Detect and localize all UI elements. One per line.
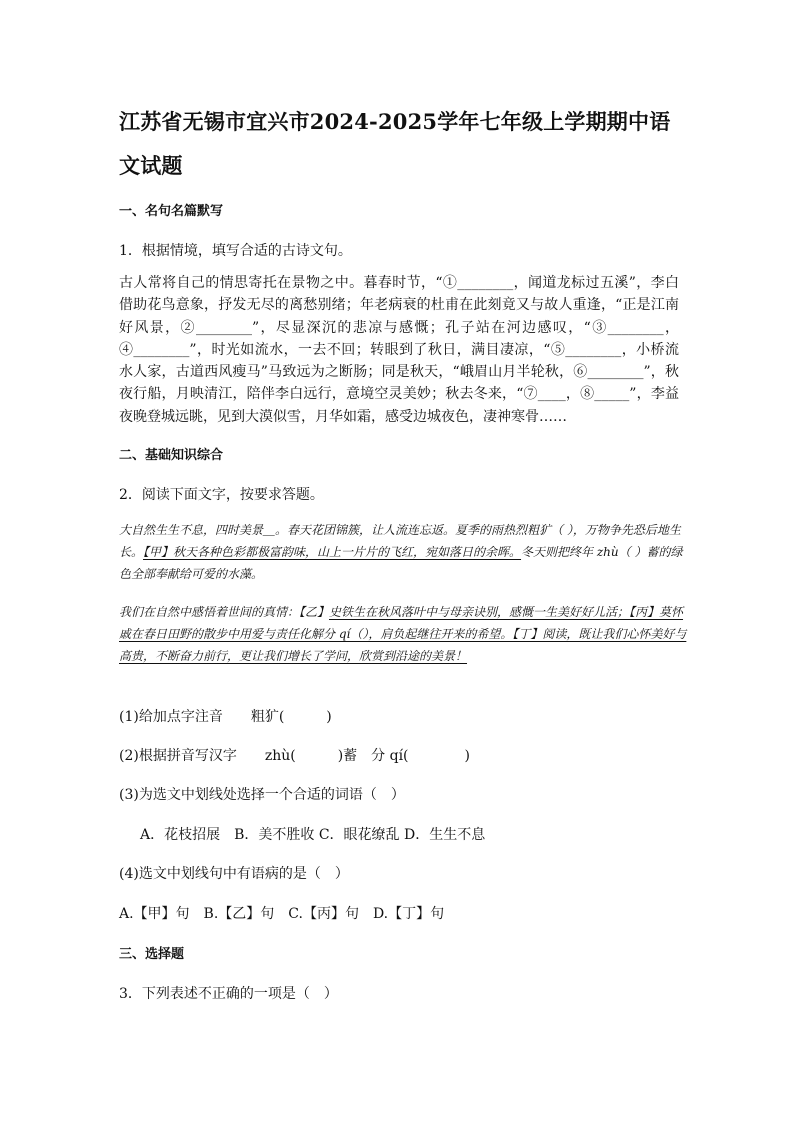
subquestion-2: (2)根据拼音写汉字 zhù( )蓄 分 qí( ) [119,748,470,764]
subquestion-3-options: A．花枝招展 B．美不胜收 C．眼花缭乱 D．生生不息 [140,827,486,843]
question-1-stem: 1．根据情境，填写合适的古诗文句。 [119,243,352,259]
passage-1-underlined-jia: 【甲】秋天各种色彩都极富韵味，山上一片片的飞红，宛如落日的余晖。 [143,545,522,559]
question-2-stem: 2．阅读下面文字，按要求答题。 [119,487,324,503]
passage-1 [119,519,689,585]
section-heading-1: 一、名句名篇默写 [119,204,224,219]
passage-2 [119,601,689,667]
subquestion-3: (3)为选文中划线处选择一个合适的词语（ ） [119,787,405,803]
passage-1-part-c: 冬天则把终年 zhù（ ）蓄的绿色全部奉献给可爱的水藻。 [119,545,683,581]
subquestion-4-options: A.【甲】句 B.【乙】句 C.【丙】句 D.【丁】句 [119,906,445,922]
question-1-text: 古人常将自己的情思寄托在景物之中。暮春时节，“①________，闻道龙标过五溪”，李白借助花鸟意象，抒发无尽的离愁别绪；年老病衰的杜甫在此刻竟又与故人重逢，“正是江南好风景，②________”，尽显深沉的悲凉与感慨；孔子站在河边感叹，“③________，④________”，时光如流水，一去不回；转眼到了秋日，满目凄凉，“⑤________，小桥流水人家，古道西风瘦马”马致远为之断肠；同是秋天，“峨眉山月半轮秋，⑥________”，秋夜行船，月映清江，陪伴李白远行，意境空灵美妙；秋去冬来，“⑦____，⑧_____”，李益夜晚登城远眺，见到大漠似雪，月华如霜，感受边城夜色，凄神寒骨…… [119,275,679,425]
subquestion-4: (4)选文中划线句中有语病的是（ ） [119,866,349,882]
subquestion-1: (1)给加点字注音 粗犷( ) [119,709,332,725]
section-heading-2: 二、基础知识综合 [119,448,224,463]
passage-2-part-a: 我们在自然中感悟着世间的真情：【乙】 [119,605,330,619]
passage-1-part-a: 大自然生生不息，四时美景＿。春天花团锦簇，让人流连忘返。夏季的雨热烈粗犷（ ），万物争先恐后地生长。 [119,523,681,559]
section-heading-3: 三、选择题 [119,947,185,962]
passage-2-underlined: 史铁生在秋风落叶中与母亲诀别，感慨一生美好好儿活；【丙】莫怀戚在春日田野的散步中用爱与责任化解分 qí（），肩负起继往开来的希望。【丁】阅读，既让我们心怀美好与高贵，不断奋力前行，更让我们增长了学问，欣赏到沿途的美景！ [119,605,687,663]
question-3-stem: 3．下列表述不正确的一项是（ ） [119,986,338,1002]
page-title: 江苏省无锡市宜兴市2024-2025学年七年级上学期期中语文试题 [119,109,671,178]
